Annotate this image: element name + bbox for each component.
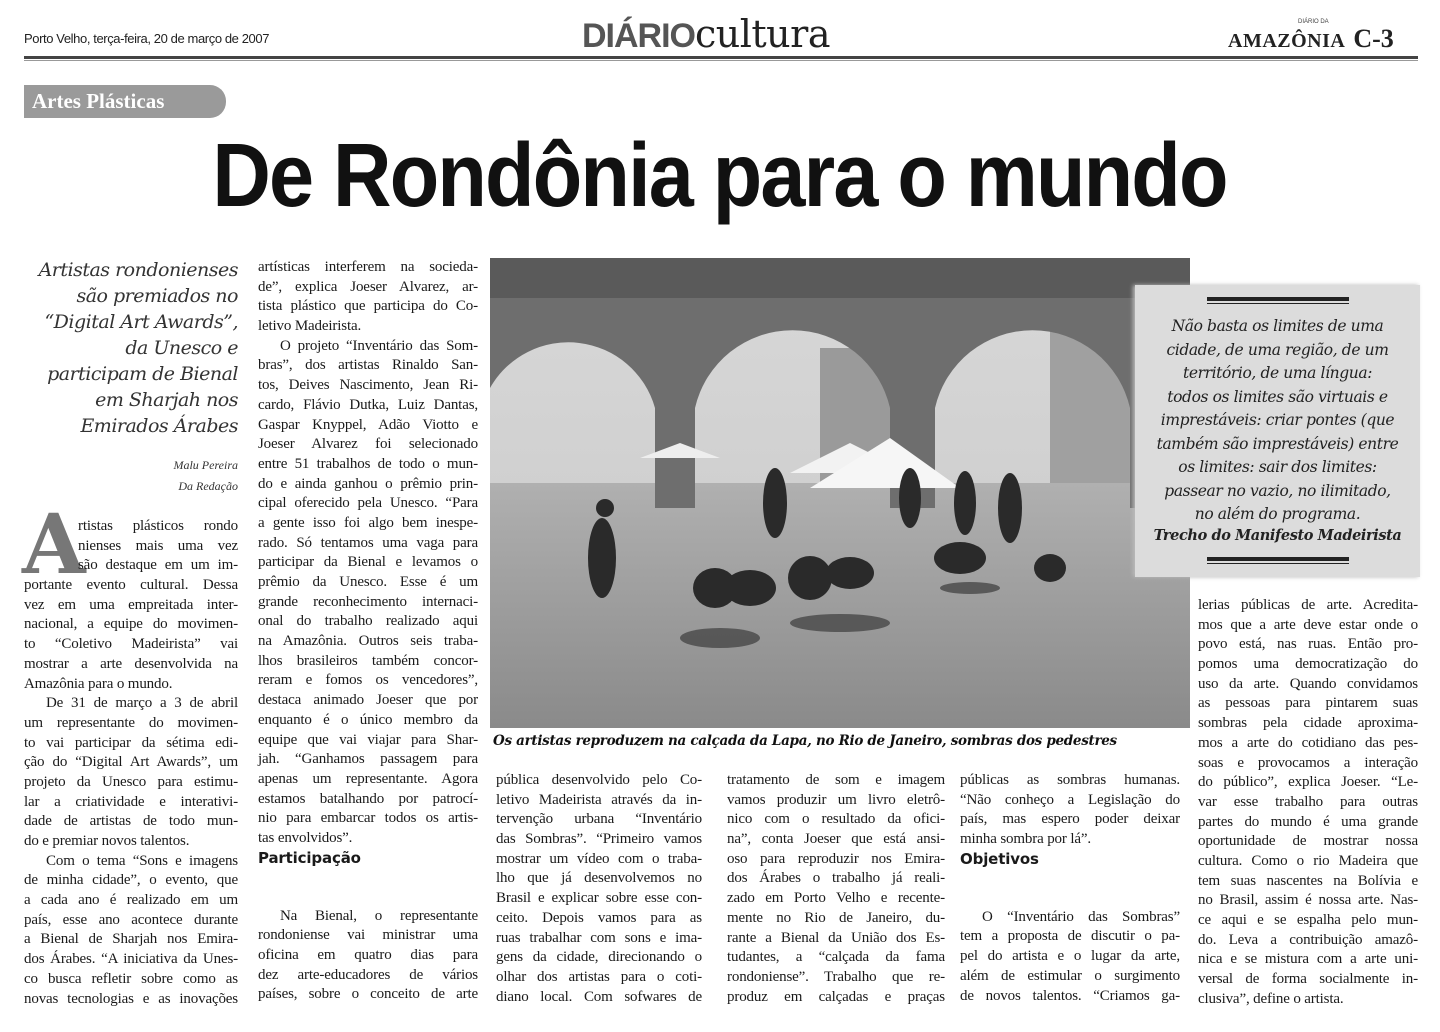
masthead-cultura: cultura	[695, 12, 830, 56]
text-line: de”, explica Joeser Alvarez, ar-	[258, 278, 478, 295]
text-line: pública desenvolvido pelo Co-	[496, 772, 702, 788]
text-line: produz em calçadas e praças	[727, 988, 945, 1005]
drop-cap: A	[22, 497, 86, 593]
text-line: oficina em quatro dias para	[258, 947, 478, 963]
text-line: letivo Madeirista através da in-	[496, 791, 702, 808]
intro-line: “Digital Art Awards”,	[44, 311, 238, 333]
quote-bottom-bar	[1207, 557, 1349, 561]
quote-line: todos os limites são virtuais e	[1167, 387, 1388, 406]
text-line: dos Árabes. “A iniciativa da Unes-	[24, 951, 238, 968]
text-line: povo está, nas ruas. Então pro-	[1198, 636, 1418, 653]
photo-lapa-arches	[490, 258, 1190, 728]
masthead-diario: DIÁRIO	[582, 17, 695, 55]
text-line: dez arte-educadores de vários	[258, 966, 478, 983]
text-line: nico com o resultado da ofici-	[727, 811, 945, 828]
text-line: nio para embarcar todos os artis-	[258, 810, 478, 827]
brand-small: DIÁRIO DA	[1298, 19, 1329, 25]
quote-line: no além do programa.	[1194, 505, 1361, 523]
text-line: rtistas plásticos rondo	[78, 518, 238, 534]
text-line: um representante do movimen-	[24, 714, 238, 731]
text-line: países, sobre o conceito de arte	[258, 986, 478, 1003]
text-line: na Amazônia. Outros seis traba-	[258, 633, 478, 650]
quote-line: território, de uma língua:	[1182, 364, 1373, 382]
text-line: lar a criatividade e interativi-	[24, 793, 238, 810]
text-line: do e premiar novos talentos.	[24, 833, 190, 849]
intro-line: participam de Bienal	[47, 363, 238, 385]
text-line: no Brasil, assim é nossa arte. Nas-	[1198, 892, 1418, 909]
text-line: nienses mais uma vez	[78, 537, 238, 554]
text-line: novas tecnologias e as inovações	[24, 990, 238, 1007]
text-line: tos, Deives Nascimento, Jean Ri-	[258, 377, 478, 394]
text-line: versal de forma socialmente in-	[1198, 971, 1418, 988]
text-line: oso para reproduzir nos Emira-	[727, 850, 945, 867]
text-line: pomos uma democratização do	[1198, 656, 1418, 673]
text-line: oportunidade de mostrar nossa	[1198, 833, 1418, 850]
quote-line: cidade, de uma região, de um	[1166, 340, 1389, 359]
text-line: uso da arte. Quando convidamos	[1198, 675, 1418, 692]
quote-source: Trecho do Manifesto Madeirista	[1153, 526, 1402, 544]
intro-line: Emirados Árabes	[80, 415, 238, 437]
text-line: olhar dos artistas para o coti-	[496, 968, 702, 985]
text-line: tem a proposta de discutir o pa-	[960, 928, 1180, 945]
text-line: co busca refletir sobre como as	[24, 970, 238, 987]
text-line: além de estimular o surgimento	[960, 967, 1180, 984]
text-line: do e ainda ganhou o prêmio prin-	[258, 475, 478, 492]
text-line: nacional, a equipe do movimen-	[24, 616, 238, 633]
text-line: estamos batalhando por patrocí-	[258, 790, 478, 807]
headline	[0, 125, 1440, 228]
text-line: to vai participar da sétima edi-	[24, 734, 238, 751]
text-line: mos a arte do cotidiano das pes-	[1198, 734, 1418, 751]
text-line: De 31 de março a 3 de abril	[46, 695, 238, 712]
text-line: sombras pela cidade aproxima-	[1198, 715, 1418, 732]
text-line: lho que já desenvolvemos no	[496, 870, 702, 887]
text-line: as pessoas para pintarem suas	[1198, 695, 1418, 712]
photo-caption: Os artistas reproduzem na calçada da Lapa, no Rio de Janeiro, sombras dos pedestres	[493, 733, 1117, 749]
quote-line: Não basta os limites de uma	[1171, 317, 1384, 335]
quote-line: imprestáveis: criar pontes (que	[1160, 411, 1395, 429]
text-line: prêmio da Unesco. Esse é um	[258, 574, 478, 590]
text-line: de novos talentos. “Criamos ga-	[960, 987, 1180, 1004]
text-line: bras”, dos artistas Rinaldo San-	[258, 357, 478, 374]
text-line: públicas as sombras humanas.	[960, 772, 1180, 788]
quote-top-bar	[1207, 297, 1349, 301]
text-line: tratamento de som e imagem	[727, 772, 945, 788]
text-line: Com o tema “Sons e imagens	[46, 852, 238, 869]
text-line: ção do “Digital Art Awards”, um	[24, 754, 238, 771]
text-line: mos que a arte deve estar onde o	[1198, 616, 1418, 633]
dateline: Porto Velho, terça-feira, 20 de março de 2007	[24, 31, 270, 46]
article-column-4	[727, 771, 945, 1007]
text-line: tem suas nascentes na Bolívia e	[1198, 872, 1418, 889]
text-line: equipe que vai viajar para Shar-	[258, 731, 478, 748]
text-line: cardo, Flávio Dutka, Luiz Dantas,	[258, 396, 478, 413]
text-line: jah. “Ganhamos passagem para	[258, 751, 478, 768]
byline-desk: Da Redação	[178, 479, 238, 493]
text-line: tista plástico que participa do Co-	[258, 298, 478, 315]
text-line: letivo Madeirista.	[258, 318, 362, 335]
text-line: portante evento cultural. Dessa	[24, 577, 238, 594]
byline-author: Malu Pereira	[173, 458, 238, 472]
article-column-3	[496, 771, 702, 1007]
text-line: artísticas interferem na socieda-	[258, 259, 478, 275]
text-line: mostrar um vídeo com o traba-	[496, 850, 702, 867]
text-line: “Não conheço a Legislação do	[960, 791, 1180, 808]
headline-text: De Rondônia para o mundo	[212, 126, 1228, 226]
text-line: rado. Só tentamos uma vaga para	[258, 534, 478, 551]
text-line: rondoniense vai ministrar uma	[258, 927, 478, 944]
text-line: país, mas espero poder deixar	[960, 811, 1180, 828]
quote-text	[1135, 315, 1420, 544]
text-line: país, esse ano acontece durante	[24, 911, 238, 928]
intro-line: da Unesco e	[125, 337, 238, 359]
text-line: ruas trabalhar com sons e ima-	[496, 929, 702, 946]
intro-line: em Sharjah nos	[95, 389, 238, 411]
text-line: entre 51 trabalhos de todo o mun-	[258, 455, 478, 472]
text-line: gens da cidade, direcionando o	[496, 949, 702, 966]
text-line: rondoniense”. Trabalho que re-	[727, 968, 945, 985]
text-line: ceito. Depois vamos para as	[496, 909, 702, 926]
header-rule-thin	[24, 60, 1418, 61]
text-line: Gaspar Knyppel, Adão Viotto e	[258, 416, 478, 433]
text-line: ce aqui e se espalha pelo mun-	[1198, 912, 1418, 928]
text-line: são destaque em um im-	[78, 557, 238, 574]
text-line: O projeto “Inventário das Som-	[280, 337, 478, 354]
text-line: to “Coletivo Madeirista” vai	[24, 636, 238, 653]
text-line: zado em Porto Velho e recente-	[727, 890, 945, 907]
text-line: tas envolvidos”.	[258, 829, 353, 846]
text-line: projeto da Unesco para estimu-	[24, 773, 238, 790]
quote-line: passear no vazio, no ilimitado,	[1164, 481, 1391, 500]
brand-name: AMAZÔNIA	[1228, 30, 1346, 52]
intro-line: são premiados no	[76, 285, 238, 307]
text-line: cultura. Como o rio Madeira que	[1198, 852, 1418, 869]
text-line: Na Bienal, o representante	[280, 907, 478, 924]
text-line: dos Árabes o trabalho já reali-	[727, 870, 945, 887]
quote-bottom-bar-thin	[1207, 563, 1349, 564]
text-line: Brasil e explicar sobre esse con-	[496, 890, 702, 907]
text-line: reram e fomos os vencedores”,	[258, 672, 478, 689]
article-column-5	[960, 771, 1180, 1006]
text-line: onal do trabalho realizado aqui	[258, 613, 478, 630]
text-line: vez em uma empreitada inter-	[24, 596, 238, 613]
text-line: dade de artistas de todo mun-	[24, 813, 238, 830]
text-line: Joeser Alvarez foi selecionado	[258, 436, 478, 453]
section-tag: Artes Plásticas	[24, 85, 226, 118]
text-line: destaca animado Joeser que por	[258, 692, 478, 709]
text-line: apenas um representante. Agora	[258, 770, 478, 787]
text-line: a cada ano é realizado em um	[24, 892, 238, 909]
article-column-6	[1198, 596, 1418, 1009]
masthead	[582, 12, 830, 56]
text-line: vamos produzir um livro eletrô-	[727, 791, 945, 808]
pull-quote	[1135, 285, 1420, 577]
text-line: do público”, explica Joeser. “Le-	[1198, 774, 1418, 791]
text-line: participar da Bienal e levamos o	[258, 554, 478, 571]
text-line: cipal oferecido pela Unesco. “Para	[258, 495, 478, 512]
byline	[24, 455, 238, 497]
intro-line: Artistas rondonienses	[38, 259, 238, 281]
text-line: lhos brasileiros também concor-	[258, 652, 478, 669]
text-line: Amazônia para o mundo.	[24, 675, 173, 692]
text-line: diano local. Com sofwares de	[496, 988, 702, 1005]
intro-deck	[24, 257, 238, 439]
text-line: mostrar a arte desenvolvida na	[24, 655, 238, 672]
text-line: nica e se mistura com a arte uni-	[1198, 951, 1418, 968]
text-line: O “Inventário das Sombras”	[982, 908, 1180, 925]
text-line: pel do artista e o lugar da arte,	[960, 948, 1180, 965]
text-line: partes do mundo é uma grande	[1198, 813, 1418, 830]
header-rule	[24, 56, 1418, 59]
text-line: lerias públicas de arte. Acredita-	[1198, 597, 1418, 613]
text-line: na”, conta Joeser que está ansi-	[727, 831, 945, 848]
text-line: tervenção urbana “Inventário	[496, 811, 702, 828]
text-line: grande reconhecimento internaci-	[258, 593, 478, 610]
text-line: mente no Rio de Janeiro, du-	[727, 909, 945, 926]
article-column-2	[258, 258, 478, 1005]
text-line: var esse trabalho para outras	[1198, 793, 1418, 810]
text-line: rante a Bienal da União dos Es-	[727, 929, 945, 946]
text-line: a gente isso foi algo bem inespe-	[258, 514, 478, 531]
text-line: de minha cidade”, o evento, que	[24, 872, 238, 889]
text-line: clusiva”, define o artista.	[1198, 990, 1344, 1007]
page-number: C-3	[1353, 24, 1394, 53]
text-line: soas e provocamos a interação	[1198, 754, 1418, 771]
newspaper-brand	[1228, 19, 1394, 54]
text-line: tudantes, a “calçada da fama	[727, 949, 945, 966]
quote-line: também são imprestáveis) entre	[1156, 434, 1399, 453]
text-line: do. Leva a contribuição amazô-	[1198, 931, 1418, 948]
quote-line: os limites: sair dos limites:	[1178, 458, 1377, 476]
subheading: Participação	[258, 848, 361, 867]
quote-top-bar-thin	[1207, 303, 1349, 304]
article-column-1	[24, 517, 238, 1009]
subheading: Objetivos	[960, 849, 1039, 868]
text-line: das Sombras”. “Primeiro vamos	[496, 831, 702, 848]
text-line: a Bienal de Sharjah nos Emira-	[24, 931, 238, 948]
text-line: enquanto é o único membro da	[258, 711, 478, 728]
text-line: minha sombra por lá”.	[960, 831, 1091, 848]
